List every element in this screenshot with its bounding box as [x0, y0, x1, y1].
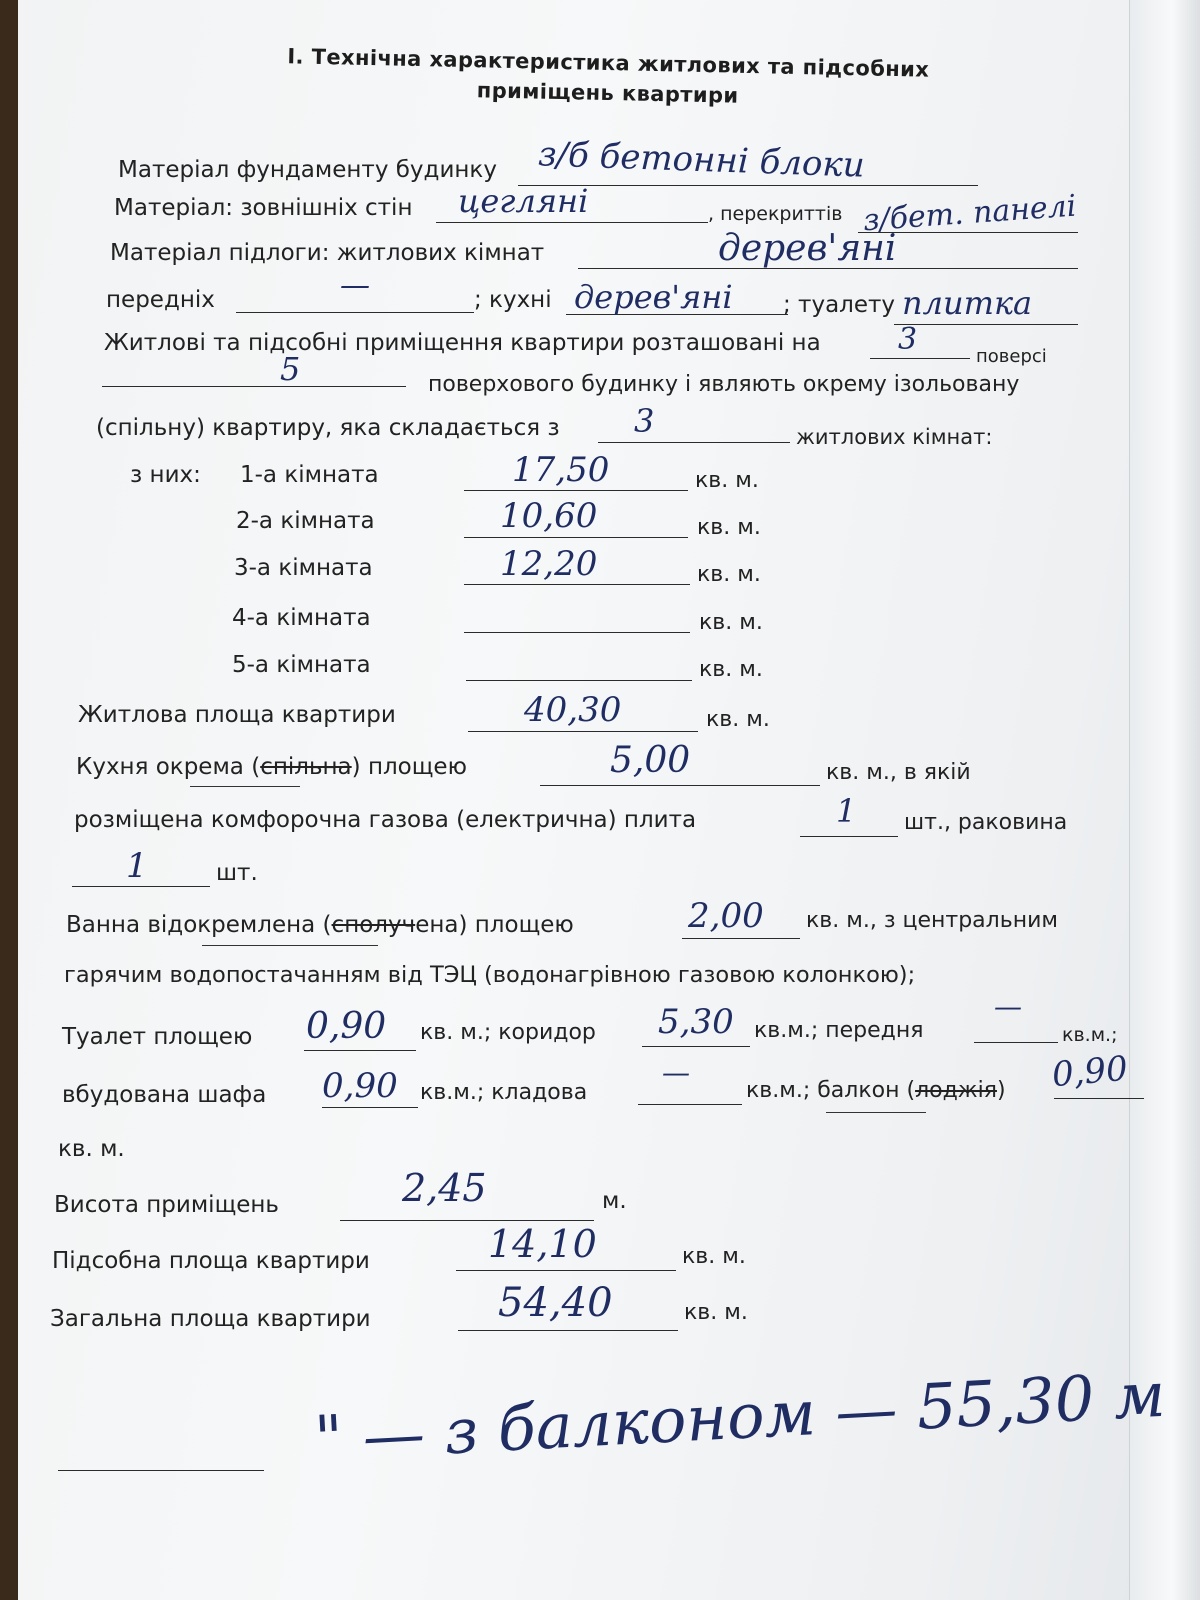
aux-area-label: Підсобна площа квартири	[52, 1248, 370, 1274]
room5-label: 5-а кімната	[232, 652, 371, 678]
building-desc: поверхового будинку і являють окрему ізольовану	[428, 372, 1020, 397]
bath-area-line	[682, 938, 800, 939]
floors-living-value: дерев'яні	[718, 228, 897, 269]
kitchen-floor-label: ; кухні	[474, 287, 552, 313]
toilet-floor-label: ; туалету	[783, 292, 896, 318]
storage-area-line	[638, 1104, 742, 1105]
total-area-value: 54,40	[498, 1280, 613, 1326]
wardrobe-area-value: 0,90	[322, 1066, 398, 1106]
toilet-area-line	[304, 1050, 416, 1051]
title-line-2: приміщень квартири	[476, 78, 739, 108]
ceilings-label: , перекриттів	[708, 203, 843, 225]
storage-area-value: —	[662, 1056, 690, 1089]
bath-area-unit: кв. м., з центральним	[806, 908, 1058, 933]
kitchen-label-b: ) площею	[351, 754, 467, 780]
stove-label: розміщена комфорочна газова (електрична) плита	[74, 807, 697, 833]
room5-unit: кв. м.	[699, 657, 763, 682]
rooms-count-value: 3	[634, 402, 655, 440]
room3-value: 12,20	[500, 544, 598, 584]
balcony-underline	[826, 1112, 926, 1113]
balcony-area-line	[1054, 1098, 1144, 1099]
shared-prefix: (спільну) квартиру, яка складається з	[96, 415, 560, 441]
ceilings-value: з/бет. панелі	[862, 188, 1078, 239]
room4-unit: кв. м.	[699, 610, 763, 635]
kitchen-area-value: 5,00	[610, 740, 691, 781]
kitchen-area-line	[540, 785, 820, 786]
living-area-label: Житлова площа квартири	[78, 702, 396, 728]
room2-unit: кв. м.	[697, 515, 761, 540]
corridor-area-value: 5,30	[658, 1002, 734, 1042]
balcony-label-a: кв.м.; балкон (	[746, 1078, 916, 1103]
toilet-area-value: 0,90	[306, 1006, 387, 1047]
room1-value: 17,50	[512, 450, 610, 490]
sink-pcs-label: шт.	[216, 860, 258, 886]
foundation-label: Матеріал фундаменту будинку	[118, 157, 497, 183]
room1-unit: кв. м.	[695, 468, 759, 493]
kitchen-label-struck: спільна	[260, 754, 352, 780]
stove-count-line	[800, 836, 898, 837]
room2-label: 2-а кімната	[236, 508, 375, 534]
title-line-1: I. Технічна характеристика житлових та підсобних	[287, 44, 930, 82]
bath-label-b: ена) площею	[415, 912, 574, 938]
hall-area-value: —	[994, 990, 1022, 1023]
balcony-unit: кв. м.	[58, 1136, 125, 1162]
toilet-area-label: Туалет площею	[62, 1024, 253, 1050]
total-area-label: Загальна площа квартири	[50, 1306, 371, 1332]
room3-label: 3-а кімната	[234, 555, 373, 581]
room3-line	[464, 584, 690, 585]
living-rooms-label: житлових кімнат:	[796, 425, 993, 449]
height-label: Висота приміщень	[54, 1192, 279, 1218]
kitchen-area-label	[76, 754, 467, 780]
living-area-unit: кв. м.	[706, 707, 770, 732]
walls-label: Матеріал: зовнішніх стін	[114, 195, 413, 221]
floor-word: поверсі	[976, 346, 1047, 367]
room2-line	[464, 537, 688, 538]
bath-label-struck: сполуч	[331, 912, 416, 938]
living-area-line	[468, 731, 698, 732]
hall-floor-value: —	[340, 268, 370, 303]
height-line	[340, 1220, 594, 1221]
room1-label: 1-а кімната	[240, 462, 379, 488]
hall-floor-line	[236, 312, 474, 313]
storeys-line	[102, 386, 406, 387]
total-area-line	[458, 1330, 678, 1331]
kitchen-separate-underline	[190, 786, 300, 787]
aux-area-value: 14,10	[488, 1222, 597, 1266]
living-area-value: 40,30	[524, 690, 622, 730]
bath-separate-underline	[202, 945, 378, 946]
hall-area-unit: кв.м.;	[1062, 1024, 1118, 1046]
foundation-value: з/б бетонні блоки	[537, 134, 866, 186]
room2-value: 10,60	[500, 496, 598, 536]
storeys-value: 5	[280, 350, 301, 388]
rooms-count-line	[598, 442, 790, 443]
stove-pcs-label: шт., раковина	[904, 810, 1068, 835]
room5-line	[466, 680, 692, 681]
room4-label: 4-а кімната	[232, 605, 371, 631]
corridor-label: кв. м.; коридор	[420, 1020, 596, 1045]
document-title	[187, 39, 1028, 117]
height-value: 2,45	[402, 1166, 487, 1210]
room1-line	[464, 490, 688, 491]
wardrobe-label: вбудована шафа	[62, 1082, 267, 1108]
corridor-area-line	[642, 1046, 750, 1047]
toilet-floor-value: плитка	[902, 284, 1033, 322]
floors-label: Матеріал підлоги: житлових кімнат	[110, 240, 545, 266]
stove-count-value: 1	[836, 792, 857, 830]
balcony-area-value: 0,90	[1050, 1048, 1130, 1096]
hall-area-label: кв.м.; передня	[754, 1018, 924, 1043]
balcony-label-struck: лоджія	[915, 1078, 997, 1103]
aux-area-line	[456, 1270, 676, 1271]
walls-line	[436, 222, 708, 223]
sink-count-line	[72, 886, 210, 887]
note-blank-line	[58, 1470, 264, 1471]
located-label: Житлові та підсобні приміщення квартири розташовані на	[104, 330, 821, 356]
floor-number-value: 3	[898, 322, 918, 357]
of-them-label: з них:	[130, 462, 201, 488]
document-page	[18, 0, 1200, 1600]
hot-water-label: гарячим водопостачанням від ТЭЦ (водонагрівною газовою колонкою);	[64, 962, 916, 988]
bath-area-value: 2,00	[688, 896, 764, 936]
room3-unit: кв. м.	[697, 562, 761, 587]
kitchen-area-unit: кв. м., в якій	[826, 760, 971, 785]
kitchen-floor-value: дерев'яні	[574, 278, 733, 316]
kitchen-label-a: Кухня окрема (	[76, 754, 261, 780]
room4-line	[464, 632, 690, 633]
bath-label-a: Ванна відокремлена (	[66, 912, 332, 938]
bath-label	[66, 912, 574, 938]
floor-number-line	[870, 358, 970, 359]
storage-label: кв.м.; кладова	[420, 1080, 588, 1105]
balcony-label-b: )	[996, 1078, 1006, 1103]
balcony-total-note: " — з балконом — 55,30 м	[312, 1357, 1168, 1476]
toilet-floor-line	[894, 324, 1078, 325]
wardrobe-area-line	[322, 1107, 418, 1108]
hall-floor-label: передніх	[106, 287, 215, 313]
hall-area-line	[974, 1042, 1058, 1043]
sink-count-value: 1	[126, 846, 148, 886]
walls-value: цегляні	[458, 182, 589, 220]
balcony-label	[746, 1078, 1006, 1103]
total-area-unit: кв. м.	[684, 1300, 748, 1325]
height-unit: м.	[602, 1188, 627, 1214]
aux-area-unit: кв. м.	[682, 1244, 746, 1269]
